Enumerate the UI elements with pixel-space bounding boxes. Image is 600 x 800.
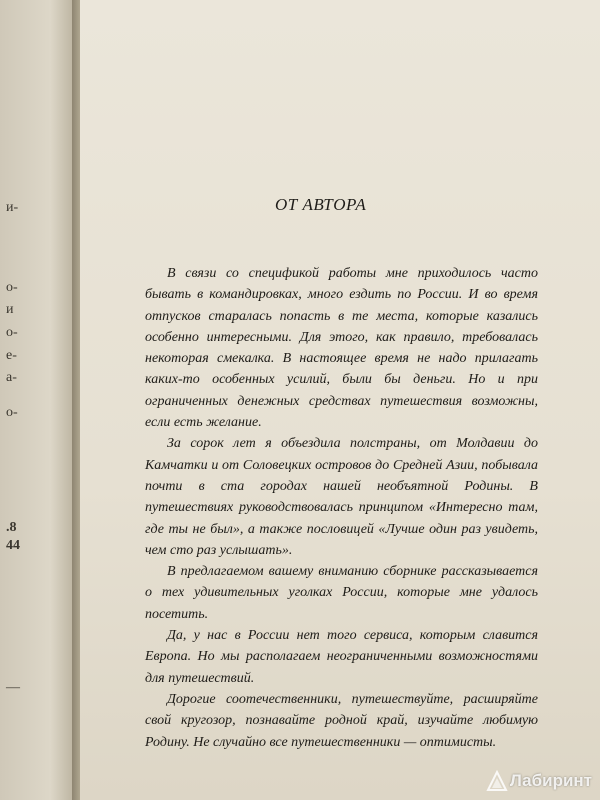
left-page-fragment: .8: [6, 520, 17, 535]
labyrinth-logo-icon: [486, 770, 508, 792]
left-page-fragment: о-: [6, 405, 18, 420]
left-page-fragment: и-: [6, 200, 19, 215]
paragraph: В связи со спецификой работы мне приходилось часто бывать в командировках, много ездить по России. И во время отпусков старалась попасть в те места, которые казались особенно интересными. Для этого, как правило, требовалась некоторая смекалка. В настоящее время не надо прилагать каких-то особенных усилий, были бы деньги. Но и при ограниченных денежных средствах путешествия возможны, если есть желание.: [145, 266, 538, 431]
paragraph: Дорогие соотечественники, путешествуйте, расширяйте свой кругозор, познавайте родной край, изучайте любимую Родину. Не случайно все путешественники — оптимисты.: [145, 691, 538, 750]
left-page-fragment: е-: [6, 348, 17, 363]
left-page-fragment: 44: [6, 538, 20, 553]
book-page: [80, 0, 600, 800]
watermark-text: Лабиринт: [509, 771, 592, 790]
watermark: [486, 770, 592, 792]
page-title: ОТ АВТОРА: [275, 195, 367, 214]
left-page: [0, 0, 72, 800]
page-body: [145, 263, 538, 753]
left-page-fragment: —: [6, 680, 20, 695]
paragraph: За сорок лет я объездила полстраны, от Молдавии до Камчатки и от Соловецких островов до Средней Азии, побывала почти в ста городах нашей необъятной Родины. В путешествиях руководствовалась принципом «Интересно там, где ты не был», а также пословицей «Лучше один раз увидеть, чем сто раз услышать».: [145, 436, 538, 558]
paragraph: Да, у нас в России нет того сервиса, которым славится Европа. Но мы располагаем неограниченными возможностями для путешествий.: [145, 628, 538, 686]
left-page-fragment: а-: [6, 370, 17, 385]
left-page-fragment: о-: [6, 325, 18, 340]
paragraph: В предлагаемом вашему вниманию сборнике рассказывается о тех удивительных уголках России, которые мне удалось посетить.: [145, 564, 538, 622]
left-page-fragment: и: [6, 302, 14, 317]
left-page-fragment: о-: [6, 280, 18, 295]
